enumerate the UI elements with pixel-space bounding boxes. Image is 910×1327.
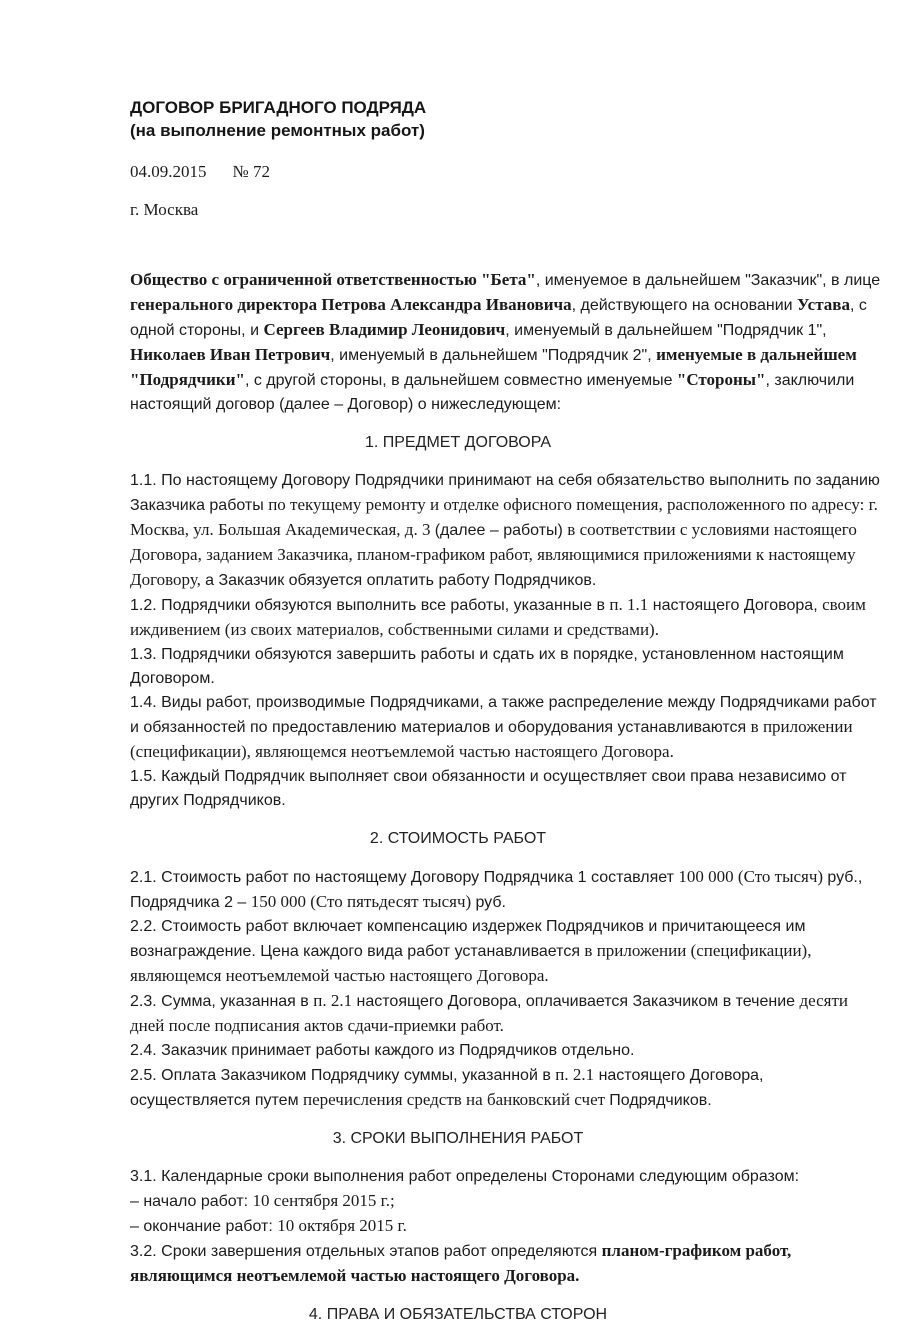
paragraph <box>130 915 882 989</box>
document-title-line1: ДОГОВОР БРИГАДНОГО ПОДРЯДА <box>130 98 427 117</box>
text-run: генерального директора Петрова Александра Ивановича <box>130 295 572 314</box>
text-run: 10 сентября 2015 г.; <box>252 1191 395 1210</box>
text-run: п. 1.1 <box>609 595 649 614</box>
text-run: 1.1. По настоящему Договору Подрядчики принимают на себя обязательство выполнить по заданию Заказчика работы <box>130 472 880 514</box>
text-run: 2.3. Сумма, указанная в <box>130 993 314 1010</box>
section-heading: 3. СРОКИ ВЫПОЛНЕНИЯ РАБОТ <box>332 1130 584 1147</box>
text-run: 3.2. Сроки завершения отдельных этапов работ определяются <box>130 1243 602 1260</box>
text-run: именуемые в дальнейшем "Подрядчики" <box>130 345 857 389</box>
paragraph <box>130 1063 882 1113</box>
text-run: десяти дней после подписания актов сдачи-приемки работ. <box>130 991 849 1035</box>
text-run: п. 2.1 <box>313 991 353 1010</box>
section-heading: 2. СТОИМОСТЬ РАБОТ <box>369 830 547 847</box>
text-run: "Стороны" <box>676 370 766 389</box>
paragraph <box>130 1039 882 1063</box>
document-number: № 72 <box>232 162 270 181</box>
text-run: Николаев Иван Петрович <box>130 345 331 364</box>
paragraph <box>130 765 882 813</box>
text-run: настоящего Договора, осуществляется путем <box>130 1067 764 1109</box>
text-run: в приложении (спецификации), являющемся неотъемлемой частью настоящего Договора. <box>130 941 812 985</box>
text-run: , с одной стороны, и <box>130 297 867 339</box>
paragraph <box>130 268 882 417</box>
document-date-row <box>130 160 882 184</box>
document-city: г. Москва <box>130 200 199 219</box>
text-run: 1.4. Виды работ, производимые Подрядчиками, а также распределение между Подрядчиками работ и обязанностей по предоставлению материалов и оборудования устанавливаются <box>130 694 877 736</box>
text-run: а Заказчик обязуется оплатить работу Подрядчиков. <box>205 572 597 589</box>
document-title-line2: (на выполнение ремонтных работ) <box>130 121 425 140</box>
text-run: 100 000 (Сто тысяч) <box>678 867 828 886</box>
text-run: , с другой стороны, в дальнейшем совместно именуемые <box>244 372 677 389</box>
text-run: своим иждивением (из своих материалов, собственными силами и средствами). <box>130 595 866 639</box>
text-run: , действующего на основании <box>571 297 798 314</box>
paragraph <box>130 1214 882 1239</box>
text-run: , именуемое в дальнейшем "Заказчик", в лице <box>535 272 881 289</box>
text-run: настоящего Договора, оплачивается Заказчиком в течение <box>352 993 800 1010</box>
text-run: настоящего Договора, <box>648 597 823 614</box>
text-run: – начало работ: <box>130 1193 253 1210</box>
text-run: 3.1. Календарные сроки выполнения работ определены Сторонами следующим образом: <box>130 1168 800 1185</box>
text-run: 10 октября 2015 г. <box>277 1216 407 1235</box>
text-run: по текущему ремонту и отделке офисного помещения, расположенного по адресу: г. Москва, ул. Большая Академическая, д. 3 <box>130 495 878 539</box>
text-run: 1.5. Каждый Подрядчик выполняет свои обязанности и осуществляет свои права независимо от других Подрядчиков. <box>130 768 847 809</box>
text-run: 2.5. Оплата Заказчиком Подрядчику суммы, указанной в <box>130 1067 556 1084</box>
text-run: , именуемый в дальнейшем "Подрядчик 2", <box>330 347 657 364</box>
text-run: , заключили настоящий договор (далее – Договор) о нижеследующем: <box>130 372 855 413</box>
text-run: 1.2. Подрядчики обязуются выполнить все работы, указанные в <box>130 597 610 614</box>
text-run: Подрядчиков. <box>609 1092 712 1109</box>
paragraph <box>130 1189 882 1214</box>
text-run: Общество с ограниченной ответственностью "Бета" <box>130 270 536 289</box>
text-run: руб. <box>475 894 506 911</box>
section-heading: 1. ПРЕДМЕТ ДОГОВОРА <box>364 434 552 451</box>
paragraph <box>130 469 882 593</box>
document-date: 04.09.2015 <box>130 162 207 181</box>
text-run: 1.3. Подрядчики обязуются завершить работы и сдать их в порядке, установленном настоящим Договором. <box>130 646 844 687</box>
paragraph <box>130 691 882 765</box>
text-run: – окончание работ: <box>130 1218 278 1235</box>
paragraph <box>130 593 882 643</box>
text-run: планом-графиком работ, являющимся неотъемлемой частью настоящего Договора. <box>130 1241 792 1285</box>
paragraph <box>130 643 882 691</box>
text-run: 2.1. Стоимость работ по настоящему Договору Подрядчика 1 составляет <box>130 869 679 886</box>
text-run: Сергеев Владимир Леонидович <box>263 320 506 339</box>
document-body <box>130 268 882 1327</box>
text-run: (далее – работы) <box>434 522 568 539</box>
text-run: в соответствии с условиями настоящего Договора, заданием Заказчика, планом-графиком работ, являющимися приложениями к настоящему Договору, <box>130 520 857 589</box>
paragraph <box>130 1239 882 1289</box>
text-run: п. 2.1 <box>555 1065 595 1084</box>
text-run: , именуемый в дальнейшем "Подрядчик 1", <box>505 322 827 339</box>
document-title <box>130 96 882 142</box>
text-run: 2.2. Стоимость работ включает компенсацию издержек Подрядчиков и причитающееся им вознаграждение. Цена каждого вида работ устанавливается <box>130 918 806 960</box>
section-heading: 4. ПРАВА И ОБЯЗАТЕЛЬСТВА СТОРОН <box>308 1306 608 1323</box>
text-run: 150 000 (Сто пятьдесят тысяч) <box>250 892 476 911</box>
text-run: 2.4. Заказчик принимает работы каждого из Подрядчиков отдельно. <box>130 1042 635 1059</box>
text-run: в приложении (спецификации), являющемся неотъемлемой частью настоящего Договора. <box>130 717 853 761</box>
text-run: руб., Подрядчика 2 – <box>130 869 863 911</box>
text-run: перечисления средств на банковский счет <box>303 1090 610 1109</box>
text-run: Устава <box>797 295 850 314</box>
paragraph <box>130 1165 882 1189</box>
paragraph <box>130 989 882 1039</box>
paragraph <box>130 865 882 915</box>
